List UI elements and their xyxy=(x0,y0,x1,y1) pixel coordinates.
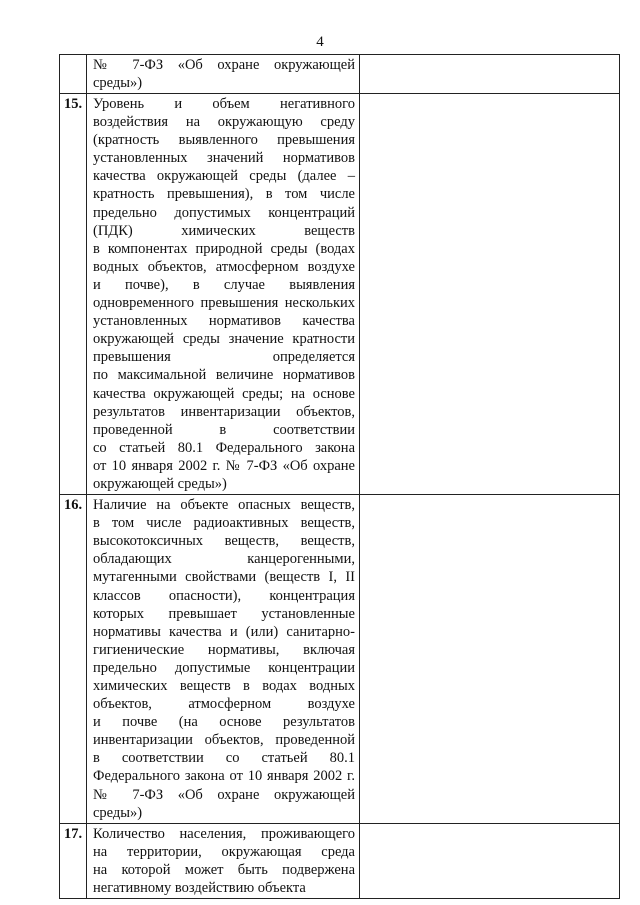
text-line: гигиенические нормативы, включая xyxy=(93,641,355,658)
text-line: предельно допустимые концентрации xyxy=(93,659,355,676)
text-line: превышения определяется xyxy=(93,349,355,366)
value-cell xyxy=(360,823,620,898)
text-line: на которой может быть подвержена xyxy=(93,861,355,878)
text-line: одновременного превышения нескольких xyxy=(93,295,355,312)
text-line: со статьей 80.1 Федерального закона xyxy=(93,439,355,456)
criterion-text xyxy=(87,55,360,94)
row-number: 15. xyxy=(60,94,87,495)
text-line: в соответствии со статьей 80.1 xyxy=(93,750,355,767)
text-line: инвентаризации объектов, проведенной xyxy=(93,732,355,749)
text-line: воздействия на окружающую среду xyxy=(93,114,355,131)
row-number: 17. xyxy=(60,823,87,898)
text-line: химических веществ в водах водных xyxy=(93,678,355,694)
text-line: (кратность выявленного превышения xyxy=(93,132,355,149)
criterion-text xyxy=(87,495,360,824)
text-line: № 7-ФЗ «Об охране окружающей xyxy=(93,57,355,73)
page-number: 4 xyxy=(316,34,324,50)
text-line: кратность превышения), в том числе xyxy=(93,186,355,203)
table-row xyxy=(60,55,620,94)
text-line: предельно допустимых концентраций xyxy=(93,204,355,221)
text-line: нормативы качества и (или) санитарно- xyxy=(93,623,355,640)
text-line: негативному воздействию объекта xyxy=(93,880,306,897)
criterion-text xyxy=(87,823,360,898)
text-line: среды») xyxy=(93,75,143,91)
text-line: Наличие на объекте опасных веществ, xyxy=(93,497,355,514)
text-line: в том числе радиоактивных веществ, xyxy=(93,515,355,532)
criteria-table-body xyxy=(60,55,620,899)
text-line: № 7-ФЗ «Об охране окружающей xyxy=(93,786,355,803)
text-line: установленных нормативов качества xyxy=(93,313,355,330)
value-cell xyxy=(360,94,620,495)
text-line: результатов инвентаризации объектов, xyxy=(93,403,355,420)
text-line: среды») xyxy=(93,804,143,821)
text-line: окружающей среды значение кратности xyxy=(93,331,355,348)
criterion-text xyxy=(87,94,360,495)
text-line: от 10 января 2002 г. № 7-ФЗ «Об охране xyxy=(93,457,355,474)
row-number xyxy=(60,55,87,94)
text-line: Количество населения, проживающего xyxy=(93,825,355,842)
text-line: на территории, окружающая среда xyxy=(93,843,355,860)
text-line: водных объектов, атмосферном воздухе xyxy=(93,258,355,275)
text-line: Уровень и объем негативного xyxy=(93,96,355,112)
text-line: обладающих канцерогенными, xyxy=(93,551,355,568)
text-line: и почве (на основе результатов xyxy=(93,714,355,731)
text-line: по максимальной величине нормативов xyxy=(93,367,355,384)
value-cell xyxy=(360,495,620,824)
text-line: объектов, атмосферном воздухе xyxy=(93,696,355,713)
table-row xyxy=(60,495,620,824)
text-line: классов опасности), концентрация xyxy=(93,587,355,604)
table-row xyxy=(60,94,620,495)
text-line: качества окружающей среды; на основе xyxy=(93,385,355,402)
text-line: в компонентах природной среды (водах xyxy=(93,240,355,257)
text-line: Федерального закона от 10 января 2002 г. xyxy=(93,768,355,785)
text-line: и почве), в случае выявления xyxy=(93,276,355,293)
value-cell xyxy=(360,55,620,94)
text-line: установленных значений нормативов xyxy=(93,150,355,167)
text-line: проведенной в соответствии xyxy=(93,421,355,438)
text-line: качества окружающей среды (далее – xyxy=(93,168,355,185)
text-line: которых превышает установленные xyxy=(93,605,355,622)
criteria-table xyxy=(59,54,620,899)
text-line: высокотоксичных веществ, веществ, xyxy=(93,533,355,550)
text-line: (ПДК) химических веществ xyxy=(93,222,355,239)
table-row xyxy=(60,823,620,898)
text-line: окружающей среды») xyxy=(93,475,227,492)
row-number: 16. xyxy=(60,495,87,824)
text-line: мутагенными свойствами (веществ I, II xyxy=(93,569,355,586)
